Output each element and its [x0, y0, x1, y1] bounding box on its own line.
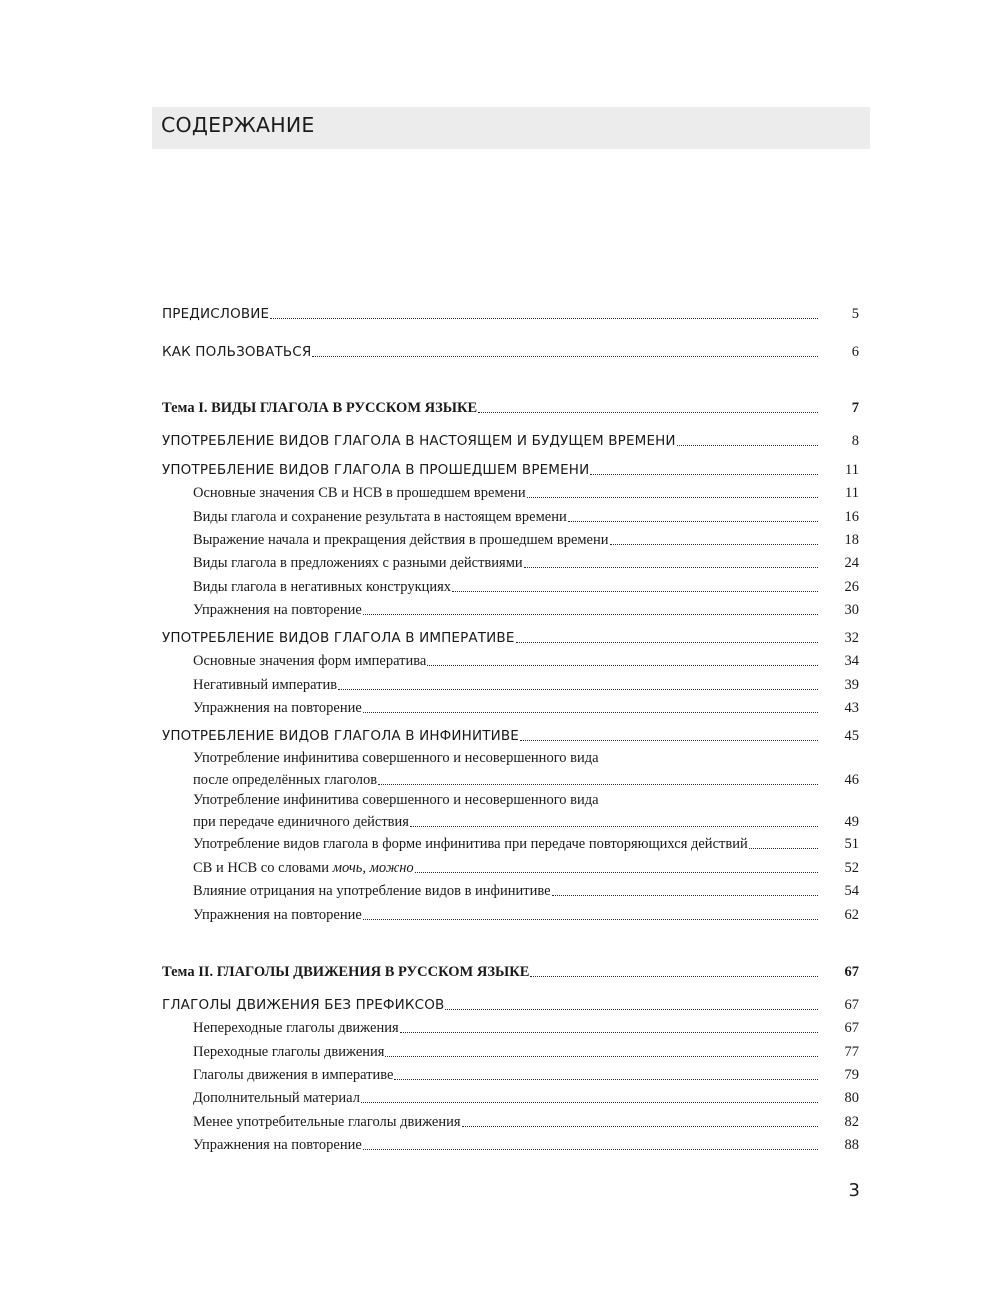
toc-label: Тема I. ВИДЫ ГЛАГОЛА В РУССКОМ ЯЗЫКЕ: [162, 400, 478, 416]
dot-leader: [361, 1102, 818, 1103]
dot-leader: [749, 848, 818, 849]
toc-entry-subsection[interactable]: [0, 904, 1000, 928]
toc-page-number: 24: [844, 555, 859, 571]
toc-entry-subsection[interactable]: [0, 1111, 1000, 1135]
toc-page-number: 18: [844, 532, 859, 548]
toc-label: УПОТРЕБЛЕНИЕ ВИДОВ ГЛАГОЛА В НАСТОЯЩЕМ И БУДУЩЕМ ВРЕМЕНИ: [162, 433, 676, 449]
dot-leader: [610, 544, 818, 545]
dot-leader: [462, 1126, 818, 1127]
toc-page-number: 82: [844, 1114, 859, 1130]
toc-entry-subsection[interactable]: [0, 1041, 1000, 1065]
dot-leader: [410, 826, 818, 827]
toc-entry-subsection[interactable]: [0, 833, 1000, 857]
dot-leader: [363, 712, 818, 713]
toc-page-number: 54: [844, 883, 859, 899]
dot-leader: [394, 1079, 818, 1080]
dot-leader: [312, 356, 818, 357]
toc-entry-subsection[interactable]: [0, 506, 1000, 530]
toc-entry-section[interactable]: [0, 994, 1000, 1018]
toc-page-number: 43: [844, 700, 859, 716]
dot-leader: [385, 1056, 818, 1057]
toc-label: ПРЕДИСЛОВИЕ: [162, 306, 270, 322]
toc-label-line1: Употребление инфинитива совершенного и несовершенного вида: [193, 792, 599, 808]
toc-entry-section[interactable]: [0, 459, 1000, 483]
toc-page-number: 26: [844, 579, 859, 595]
dot-leader: [445, 1009, 818, 1010]
toc-page-number: 51: [844, 836, 859, 852]
dot-leader: [378, 784, 818, 785]
toc-entry-theme-2[interactable]: [0, 961, 1000, 985]
toc-entry-subsection[interactable]: [0, 576, 1000, 600]
toc-entry-subsection[interactable]: [0, 599, 1000, 623]
toc-entry-subsection[interactable]: [0, 674, 1000, 698]
dot-leader: [338, 689, 818, 690]
page-number: 3: [848, 1180, 860, 1201]
toc-page-number: 62: [844, 907, 859, 923]
toc-entry-howto[interactable]: [0, 341, 1000, 365]
toc-page-number: 11: [845, 462, 859, 478]
toc-page-number: 67: [844, 997, 859, 1013]
toc-page-number: 6: [851, 344, 859, 360]
toc-label: Упражнения на повторение: [193, 907, 362, 923]
toc-entry-subsection[interactable]: [0, 1087, 1000, 1111]
dot-leader: [516, 642, 818, 643]
toc-page-number: 45: [844, 728, 859, 744]
dot-leader: [527, 497, 818, 498]
toc-page-number: 88: [844, 1137, 859, 1153]
toc-entry-theme-1[interactable]: [0, 397, 1000, 421]
toc-label: Влияние отрицания на употребление видов в инфинитиве: [193, 883, 551, 899]
toc-page-number: 8: [851, 433, 859, 449]
toc-page-number: 80: [844, 1090, 859, 1106]
toc-label: Переходные глаголы движения: [193, 1044, 385, 1060]
toc-entry-preface[interactable]: [0, 303, 1000, 327]
dot-leader: [677, 445, 818, 446]
toc-label: Глаголы движения в императиве: [193, 1067, 394, 1083]
toc-entry-section[interactable]: [0, 725, 1000, 749]
toc-label: Менее употребительные глаголы движения: [193, 1114, 461, 1130]
toc-label: Дополнительный материал: [193, 1090, 360, 1106]
toc-label: Тема II. ГЛАГОЛЫ ДВИЖЕНИЯ В РУССКОМ ЯЗЫКЕ: [162, 964, 530, 980]
toc-entry-subsection[interactable]: [0, 1017, 1000, 1041]
toc-label: КАК ПОЛЬЗОВАТЬСЯ: [162, 344, 312, 360]
toc-page-number: 49: [844, 814, 859, 830]
dot-leader: [363, 614, 818, 615]
dot-leader: [530, 976, 818, 977]
toc-entry-subsection[interactable]: [0, 650, 1000, 674]
toc-label: ГЛАГОЛЫ ДВИЖЕНИЯ БЕЗ ПРЕФИКСОВ: [162, 997, 445, 1013]
toc-label: Упражнения на повторение: [193, 602, 362, 618]
toc-page-number: 16: [844, 509, 859, 525]
dot-leader: [427, 665, 818, 666]
page-title: СОДЕРЖАНИЕ: [161, 113, 315, 137]
dot-leader: [363, 919, 818, 920]
dot-leader: [552, 895, 818, 896]
toc-entry-subsection[interactable]: [0, 529, 1000, 553]
toc-page-number: 5: [851, 306, 859, 322]
toc-label: УПОТРЕБЛЕНИЕ ВИДОВ ГЛАГОЛА В ИМПЕРАТИВЕ: [162, 630, 515, 646]
toc-page-number: 52: [844, 860, 859, 876]
toc-page-number: 30: [844, 602, 859, 618]
toc-entry-subsection[interactable]: [0, 1064, 1000, 1088]
toc-page-number: 11: [845, 485, 859, 501]
toc-label: Выражение начала и прекращения действия в прошедшем времени: [193, 532, 609, 548]
toc-entry-subsection[interactable]: [0, 749, 1000, 793]
toc-label: Основные значения форм императива: [193, 653, 427, 669]
dot-leader: [452, 591, 818, 592]
toc-page-number: 46: [844, 772, 859, 788]
dot-leader: [400, 1032, 818, 1033]
toc-label: при передаче единичного действия: [193, 814, 409, 830]
toc-label: СВ и НСВ со словами мочь, можно: [193, 860, 414, 876]
toc-label: Виды глагола и сохранение результата в настоящем времени: [193, 509, 567, 525]
toc-label: УПОТРЕБЛЕНИЕ ВИДОВ ГЛАГОЛА В ПРОШЕДШЕМ ВРЕМЕНИ: [162, 462, 590, 478]
toc-label: Непереходные глаголы движения: [193, 1020, 399, 1036]
toc-entry-section[interactable]: [0, 627, 1000, 651]
toc-entry-section[interactable]: [0, 430, 1000, 454]
toc-label: Виды глагола в негативных конструкциях: [193, 579, 452, 595]
toc-entry-subsection[interactable]: [0, 791, 1000, 835]
toc-entry-subsection[interactable]: [0, 880, 1000, 904]
toc-label-line1: Употребление инфинитива совершенного и несовершенного вида: [193, 750, 599, 766]
toc-entry-subsection[interactable]: [0, 482, 1000, 506]
dot-leader: [524, 567, 818, 568]
toc-label: Негативный императив: [193, 677, 338, 693]
toc-page-number: 7: [851, 400, 859, 416]
dot-leader: [520, 740, 818, 741]
dot-leader: [478, 412, 818, 413]
toc-label: Основные значения СВ и НСВ в прошедшем времени: [193, 485, 526, 501]
toc-label: Употребление видов глагола в форме инфинитива при передаче повторяющихся действий: [193, 836, 748, 852]
toc-entry-subsection[interactable]: [0, 1134, 1000, 1158]
toc-page-number: 32: [844, 630, 859, 646]
toc-entry-subsection[interactable]: [0, 552, 1000, 576]
toc-label: УПОТРЕБЛЕНИЕ ВИДОВ ГЛАГОЛА В ИНФИНИТИВЕ: [162, 728, 519, 744]
toc-page-number: 67: [844, 964, 859, 980]
toc-page-number: 77: [844, 1044, 859, 1060]
dot-leader: [590, 474, 818, 475]
dot-leader: [568, 521, 818, 522]
toc-label: Виды глагола в предложениях с разными действиями: [193, 555, 523, 571]
toc-page-number: 34: [844, 653, 859, 669]
dot-leader: [363, 1149, 818, 1150]
toc-page-number: 79: [844, 1067, 859, 1083]
toc-entry-subsection[interactable]: [0, 697, 1000, 721]
toc-label: Упражнения на повторение: [193, 700, 362, 716]
toc-entry-subsection[interactable]: [0, 857, 1000, 881]
toc-page-number: 67: [844, 1020, 859, 1036]
toc-label: Упражнения на повторение: [193, 1137, 362, 1153]
toc-page-number: 39: [844, 677, 859, 693]
dot-leader: [415, 872, 818, 873]
page-title-bar: [152, 107, 870, 149]
dot-leader: [270, 318, 818, 319]
toc-label: после определённых глаголов: [193, 772, 378, 788]
